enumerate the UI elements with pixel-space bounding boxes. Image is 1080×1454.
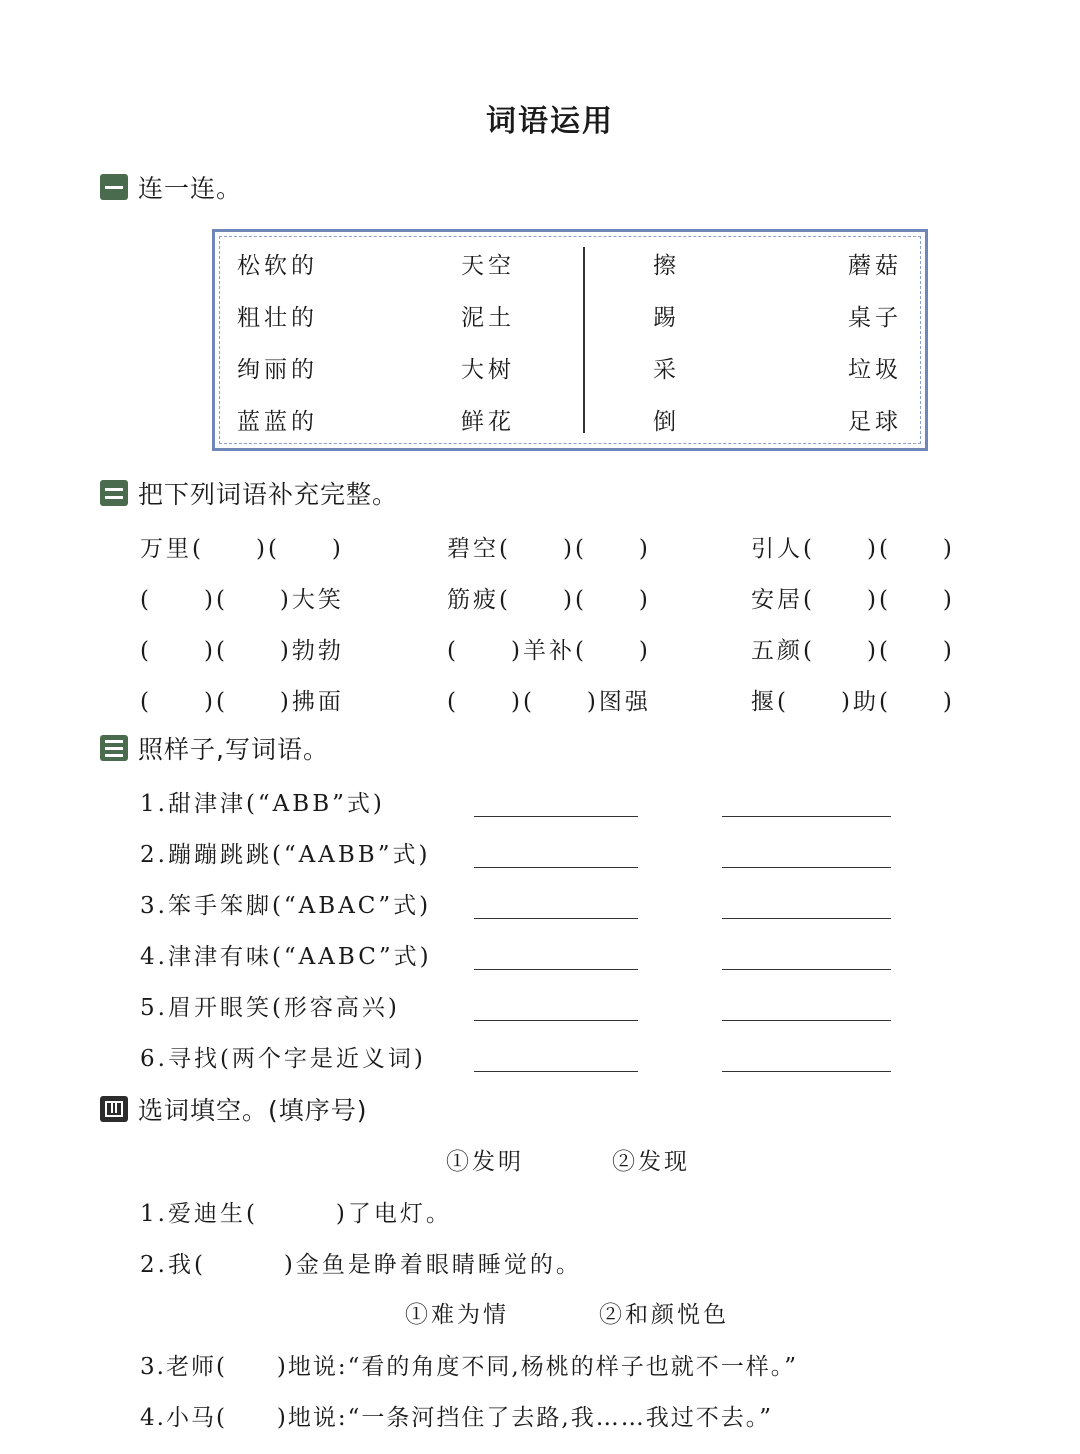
idiom-item[interactable]: ( )( )拂面	[140, 689, 344, 715]
matching-divider	[583, 247, 585, 433]
answer-blank[interactable]	[474, 1071, 638, 1072]
match-noun[interactable]: 鲜花	[461, 409, 515, 435]
pattern-item: 3.笨手笨脚(“ABAC”式)	[140, 893, 432, 919]
answer-blank[interactable]	[722, 1071, 891, 1072]
idiom-item[interactable]: 安居( )( )	[751, 587, 955, 613]
match-noun[interactable]: 大树	[461, 357, 515, 383]
idiom-item[interactable]: 筋疲( )( )	[447, 587, 651, 613]
idiom-item[interactable]: 万里( )( )	[140, 536, 344, 562]
idiom-item[interactable]: 引人( )( )	[751, 536, 955, 562]
answer-blank[interactable]	[474, 918, 638, 919]
word-option: ②发现	[612, 1149, 690, 1175]
section-2-header	[100, 476, 398, 510]
section-2-heading: 把下列词语补充完整。	[138, 480, 399, 509]
match-noun[interactable]: 泥土	[461, 305, 515, 331]
match-adjective[interactable]: 绚丽的	[237, 357, 318, 383]
section-1-header	[100, 170, 242, 204]
section-1-heading: 连一连。	[138, 174, 243, 203]
matching-box	[212, 229, 928, 451]
idiom-item[interactable]: ( )( )图强	[447, 689, 651, 715]
idiom-item[interactable]: 碧空( )( )	[447, 536, 651, 562]
idiom-item[interactable]: ( )羊补( )	[447, 638, 651, 664]
match-verb[interactable]: 采	[653, 357, 680, 383]
fill-sentence[interactable]: 3.老师( )地说:“看的角度不同,杨桃的样子也就不一样。”	[140, 1354, 798, 1380]
match-object[interactable]: 足球	[848, 409, 902, 435]
answer-blank[interactable]	[474, 969, 638, 970]
answer-blank[interactable]	[474, 816, 638, 817]
section-3-header	[100, 731, 329, 765]
page-title: 词语运用	[486, 104, 614, 139]
match-noun[interactable]: 天空	[461, 253, 515, 279]
answer-blank[interactable]	[722, 969, 891, 970]
idiom-item[interactable]: ( )( )勃勃	[140, 638, 344, 664]
match-object[interactable]: 蘑菇	[848, 253, 902, 279]
answer-blank[interactable]	[474, 1020, 638, 1021]
match-object[interactable]: 桌子	[848, 305, 902, 331]
answer-blank[interactable]	[722, 918, 891, 919]
match-verb[interactable]: 倒	[653, 409, 680, 435]
answer-blank[interactable]	[722, 816, 891, 817]
match-verb[interactable]: 踢	[653, 305, 680, 331]
word-option: ①难为情	[405, 1302, 509, 1328]
answer-blank[interactable]	[474, 867, 638, 868]
pattern-item: 5.眉开眼笑(形容高兴)	[140, 995, 400, 1021]
match-adjective[interactable]: 松软的	[237, 253, 318, 279]
answer-blank[interactable]	[722, 867, 891, 868]
match-adjective[interactable]: 蓝蓝的	[237, 409, 318, 435]
pattern-item: 6.寻找(两个字是近义词)	[140, 1046, 426, 1072]
fill-sentence[interactable]: 1.爱迪生( )了电灯。	[140, 1201, 452, 1227]
word-option: ②和颜悦色	[599, 1302, 729, 1328]
section-3-badge-icon	[100, 735, 128, 761]
match-verb[interactable]: 擦	[653, 253, 680, 279]
section-4-heading: 选词填空。(填序号)	[138, 1096, 368, 1125]
word-option: ①发明	[446, 1149, 524, 1175]
answer-blank[interactable]	[722, 1020, 891, 1021]
match-object[interactable]: 垃圾	[848, 357, 902, 383]
section-3-heading: 照样子,写词语。	[138, 735, 329, 764]
section-4-header	[100, 1092, 368, 1126]
pattern-item: 2.蹦蹦跳跳(“AABB”式)	[140, 842, 431, 868]
section-4-badge-icon	[100, 1096, 128, 1122]
match-adjective[interactable]: 粗壮的	[237, 305, 318, 331]
idiom-item[interactable]: ( )( )大笑	[140, 587, 344, 613]
idiom-item[interactable]: 五颜( )( )	[751, 638, 955, 664]
fill-sentence[interactable]: 4.小马( )地说:“一条河挡住了去路,我……我过不去。”	[140, 1405, 773, 1431]
section-2-badge-icon	[100, 480, 128, 506]
idiom-item[interactable]: 揠( )助( )	[751, 689, 955, 715]
section-1-badge-icon	[100, 174, 128, 200]
fill-sentence[interactable]: 2.我( )金鱼是睁着眼睛睡觉的。	[140, 1252, 582, 1278]
pattern-item: 1.甜津津(“ABB”式)	[140, 791, 385, 817]
pattern-item: 4.津津有味(“AABC”式)	[140, 944, 432, 970]
